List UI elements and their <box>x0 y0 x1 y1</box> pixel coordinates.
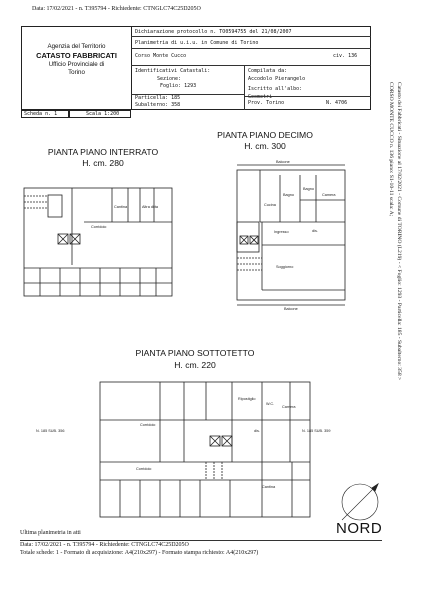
label-wc: W.C. <box>266 402 275 406</box>
attic-height: H. cm. 220 <box>174 360 216 370</box>
foglio-value: 1293 <box>184 83 197 90</box>
agency-line1: Agenzia del Territorio <box>47 43 106 50</box>
attic-plan <box>100 382 310 517</box>
footer-rule <box>20 540 382 541</box>
label-bagno-1: Bagno <box>283 193 294 197</box>
label-corridoio-attic-2: Corridoio <box>136 467 152 471</box>
subalterno-label: Subalterno: <box>135 102 169 109</box>
tenth-height: H. cm. 300 <box>244 141 286 151</box>
label-dis-attic: dis. <box>254 429 260 433</box>
basement-height: H. cm. 280 <box>82 158 124 168</box>
protocol-label: Dichiarazione protocollo n. <box>135 29 217 35</box>
label-corridoio-attic-1: Corridoio <box>140 423 156 427</box>
label-corridoio-basement: Corridoio <box>91 225 107 229</box>
label-camera-attic: Camera <box>282 405 296 409</box>
label-cucina: Cucina <box>264 203 276 207</box>
agency-line4: Torino <box>68 69 85 76</box>
civ-value: 136 <box>348 53 358 59</box>
label-ripostiglio: Ripostiglio <box>238 397 256 401</box>
label-bagno-2: Bagno <box>303 187 314 191</box>
label-balcone-bottom: Balcone <box>284 307 298 311</box>
scale-value: 1:200 <box>104 111 120 117</box>
compiled-name: Accodolo Pierangelo <box>248 75 306 82</box>
label-soggiorno: Soggiorno <box>276 265 294 269</box>
footer-totals: Totale schede: 1 - Formato di acquisizione: A4(210x297) - Formato stampa richiesto: A4(210x297) <box>20 550 259 556</box>
north-label: NORD <box>336 520 383 537</box>
footer-stamp: Data: 17/02/2021 - n. T395794 - Richiedente: CTNGLC74C25D205O <box>20 542 189 548</box>
label-cantina-basement: Cantina <box>114 205 128 209</box>
label-balcone-top: Balcone <box>276 160 290 164</box>
north-arrow <box>342 484 378 520</box>
agency-line3: Ufficio Provinciale di <box>48 61 105 68</box>
tenth-title: PIANTA PIANO DECIMO <box>217 130 313 140</box>
particella-label: Particella: <box>135 95 169 101</box>
subalterno-value: 358 <box>171 102 181 109</box>
identifiers-title: Identificativi Catastali: <box>135 68 211 74</box>
n-value: 4706 <box>335 100 348 106</box>
plan-line: Planimetria di u.i.u. in Comune di Torino <box>135 40 259 46</box>
last-plan-note: Ultima planimetria in atti <box>20 530 81 536</box>
label-lotto-left: N. 185 SUB. 356 <box>36 429 65 433</box>
albo-label: Iscritto all'albo: <box>248 86 303 93</box>
n-label: N. <box>326 100 333 106</box>
label-altra-ditta-basement: Altra ditta <box>142 205 159 209</box>
address: Corso Monte Cucco <box>135 53 187 59</box>
label-camera-tenth: Camera <box>322 193 336 197</box>
particella-value: 185 <box>171 95 181 101</box>
albo-value: Geometri <box>248 93 273 100</box>
label-lotto-right: N. 185 SUB. 359 <box>302 429 331 433</box>
protocol-date: 21/08/2007 <box>261 29 292 35</box>
attic-title: PIANTA PIANO SOTTOTETTO <box>135 348 255 358</box>
label-ingresso: Ingresso <box>274 230 289 234</box>
sezione-label: Sezione: <box>157 75 182 82</box>
protocol-date-label: del <box>249 29 259 35</box>
side-margin-line2: CORSO MONTE CUCCO n. 136 piano: S1-10-11 scala: A; <box>388 82 394 217</box>
side-margin-line1: Catasto dei Fabbricati - Situazione al 17/02/2021 - Comune di TORINO (L219) - < Foglio: 1293 - Particella: 185 - Subalterno: 358 > <box>396 82 402 381</box>
protocol-value: TO0594755 <box>219 29 247 35</box>
basement-title: PIANTA PIANO INTERRATO <box>47 147 159 157</box>
compiled-title: Compilata da: <box>248 68 288 74</box>
foglio-label: Foglio: <box>160 83 182 90</box>
civ-label: civ. <box>333 53 346 59</box>
tenth-plan <box>237 165 345 305</box>
scale-label: Scala <box>86 111 102 117</box>
label-dis-tenth: dis. <box>312 229 318 233</box>
label-cantina-attic: Cantina <box>262 485 276 489</box>
top-stamp: Data: 17/02/2021 - n. T395794 - Richiedente: CTNGLC74C25D205O <box>32 6 201 12</box>
agency-line2: CATASTO FABBRICATI <box>36 51 117 60</box>
scheda-label: Scheda n. <box>24 111 52 117</box>
scheda-value: 1 <box>54 111 58 117</box>
prov-value: Torino <box>266 100 285 106</box>
room-labels <box>36 160 336 489</box>
prov-label: Prov. <box>248 100 264 106</box>
